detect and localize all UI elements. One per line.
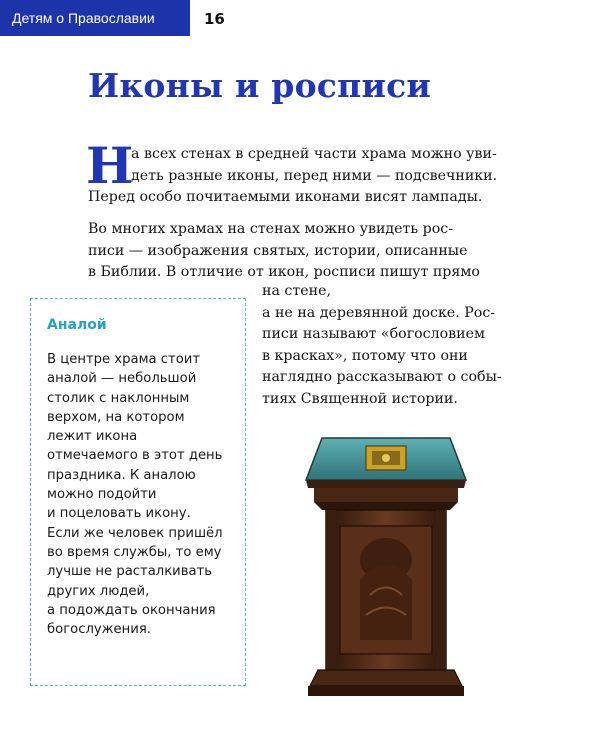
- sidebar-line: столик с наклонным: [47, 390, 190, 406]
- sidebar-line: и поцеловать икону.: [47, 506, 191, 522]
- paragraph-line: в красках», потому что они: [262, 347, 468, 364]
- sidebar-line: верхом, на котором: [47, 409, 185, 425]
- sidebar-line: лежит икона: [47, 429, 138, 445]
- lectern-illustration: [300, 430, 470, 700]
- section-label: Детям о Православии: [12, 10, 155, 26]
- section-header-band: [0, 0, 190, 36]
- paragraph-1-rest: [88, 187, 482, 209]
- paragraph-line: а всех стенах в средней части храма можно уви-: [131, 146, 497, 162]
- paragraph-2: [88, 219, 480, 284]
- sidebar-line: а подождать окончания: [47, 602, 216, 618]
- sidebar-line: во время службы, то ему: [47, 544, 222, 560]
- paragraph-line: писи называют «богословием: [262, 326, 486, 342]
- page-title: Иконы и росписи: [88, 66, 432, 105]
- paragraph-line: Перед особо почитаемыми иконами висят лампады.: [88, 189, 483, 205]
- paragraph-line: наглядно рассказывают о собы-: [262, 369, 502, 385]
- paragraph-line: Во многих храмах на стенах можно увидеть рос-: [88, 221, 454, 237]
- sidebar-title: Аналой: [47, 317, 107, 333]
- sidebar-line: других людей,: [47, 583, 150, 599]
- drop-cap: Н: [86, 136, 134, 195]
- paragraph-line: деть разные иконы, перед ними — подсвечники.: [131, 167, 498, 184]
- paragraph-line: а не на деревянной доске. Рос-: [262, 304, 496, 321]
- sidebar-line: лучше не расталкивать: [47, 564, 213, 580]
- sidebar-line: можно подойти: [47, 487, 157, 503]
- sidebar-body: [47, 350, 223, 639]
- lectern-base: [310, 670, 462, 686]
- paragraph-2-column: [262, 281, 502, 410]
- sidebar-line: аналой — небольшой: [47, 371, 197, 387]
- sidebar-line: отмечаемого в этот день: [47, 448, 223, 464]
- page-number: 16: [204, 10, 225, 28]
- paragraph-1-intro: [131, 144, 497, 187]
- paragraph-line: в Библии. В отличие от икон, росписи пишут прямо: [88, 264, 480, 280]
- paragraph-line: писи — изображения святых, истории, описанные: [88, 242, 468, 259]
- sidebar-analoy-box: [30, 298, 246, 686]
- sidebar-line: Если же человек пришёл: [47, 525, 223, 541]
- paragraph-line: на стене,: [262, 283, 331, 299]
- paragraph-line: тиях Священной истории.: [262, 390, 458, 407]
- sidebar-line: богослужения.: [47, 622, 151, 638]
- sidebar-line: В центре храма стоит: [47, 352, 201, 367]
- sidebar-line: праздника. К аналою: [47, 467, 196, 483]
